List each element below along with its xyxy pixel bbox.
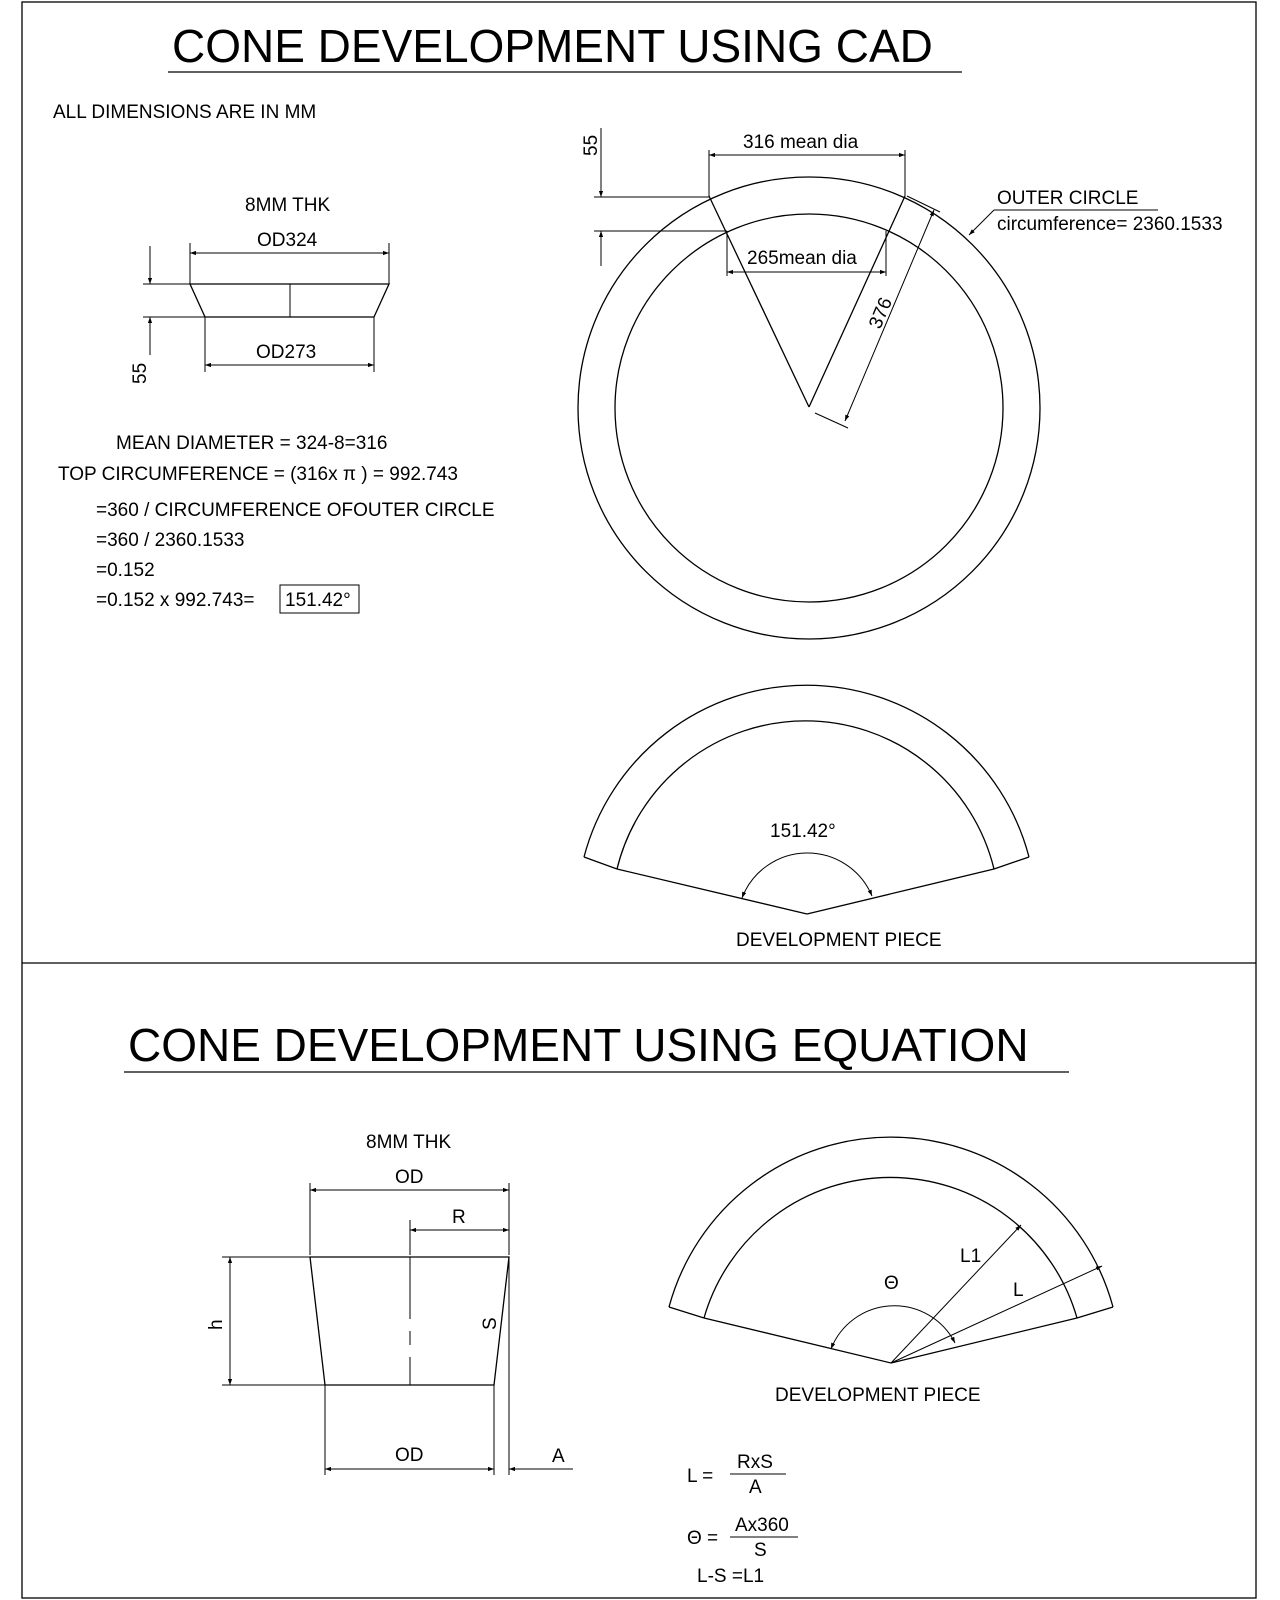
eq1-denominator: A xyxy=(749,1477,762,1498)
b-od-top-label: OD xyxy=(395,1167,424,1188)
dim-316-label: 316 mean dia xyxy=(743,132,859,153)
dim-265-label: 265mean dia xyxy=(747,248,857,269)
od273-label: OD273 xyxy=(256,342,317,363)
eq1-numerator: RxS xyxy=(737,1452,773,1473)
equations xyxy=(687,1452,798,1587)
top-frustum-view xyxy=(130,195,389,384)
dev-piece-label: DEVELOPMENT PIECE xyxy=(736,930,942,951)
b-diff-label: A xyxy=(552,1446,565,1467)
calculation-block xyxy=(58,433,495,613)
b-dev-angle-label: Θ xyxy=(884,1273,899,1294)
circle-height-label: 55 xyxy=(581,134,602,156)
calc-line-6: =0.152 x 992.743= xyxy=(96,590,255,611)
circle-view xyxy=(578,128,1223,639)
sheet-border xyxy=(22,2,1256,1598)
dev-inner-arc xyxy=(617,721,994,869)
eq3: L-S =L1 xyxy=(697,1566,765,1587)
calc-mean-diameter: MEAN DIAMETER = 324-8=316 xyxy=(116,433,388,454)
outer-circle-label: OUTER CIRCLE xyxy=(997,188,1139,209)
calc-line-3: =360 / CIRCUMFERENCE OFOUTER CIRCLE xyxy=(96,500,495,521)
dev-angle-label: 151.42° xyxy=(770,821,836,842)
top-development-piece xyxy=(584,685,1029,951)
thickness-label: 8MM THK xyxy=(245,195,331,216)
calc-line-5: =0.152 xyxy=(96,560,155,581)
dev-angle-arc xyxy=(742,853,872,898)
b-height-label: h xyxy=(206,1319,227,1330)
bottom-title: CONE DEVELOPMENT USING EQUATION xyxy=(128,1019,1029,1071)
b-od-bottom-label: OD xyxy=(395,1445,424,1466)
eq2-lhs: Θ = xyxy=(687,1528,719,1549)
b-thickness-label: 8MM THK xyxy=(366,1132,452,1153)
slant-376-label: 376 xyxy=(865,294,897,332)
b-dev-piece-label: DEVELOPMENT PIECE xyxy=(775,1385,981,1406)
calc-line-4: =360 / 2360.1533 xyxy=(96,530,245,551)
calc-top-circumference: TOP CIRCUMFERENCE = (316x π ) = 992.743 xyxy=(58,464,458,485)
bottom-development-piece xyxy=(669,1137,1113,1406)
b-dev-l1-label: L1 xyxy=(960,1246,982,1267)
bottom-frustum-view xyxy=(206,1132,573,1475)
eq1-lhs: L = xyxy=(687,1466,714,1487)
height-55-label: 55 xyxy=(130,362,151,384)
outer-circle-leader xyxy=(969,210,994,235)
result-value: 151.42° xyxy=(285,590,351,611)
b-slant-label: S xyxy=(480,1317,501,1330)
outer-circle xyxy=(578,177,1040,639)
units-note: ALL DIMENSIONS ARE IN MM xyxy=(53,102,317,123)
top-title: CONE DEVELOPMENT USING CAD xyxy=(172,20,933,72)
eq2-denominator: S xyxy=(754,1540,767,1561)
b-dev-l-arrow xyxy=(891,1266,1102,1363)
eq2-numerator: Ax360 xyxy=(735,1515,789,1536)
b-dev-l-label: L xyxy=(1013,1280,1024,1301)
b-radius-label: R xyxy=(452,1207,466,1228)
outer-circle-circumference: circumference= 2360.1533 xyxy=(997,214,1223,235)
od324-label: OD324 xyxy=(257,230,318,251)
cone-edge-left xyxy=(709,196,809,407)
b-dev-l1-arrow xyxy=(891,1225,1021,1363)
